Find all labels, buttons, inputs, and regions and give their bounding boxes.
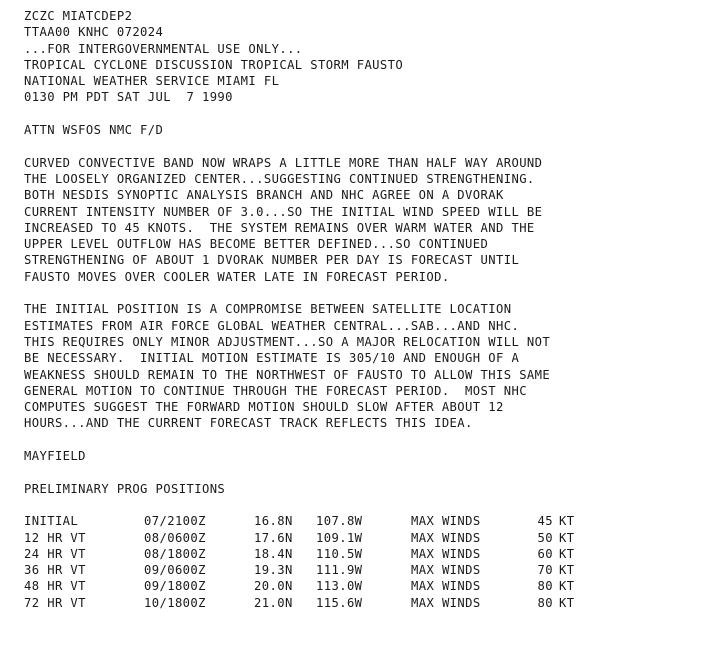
valid-datetime: 07/2100Z: [144, 514, 206, 529]
paragraph-line: HOURS...AND THE CURRENT FORECAST TRACK REFLECTS THIS IDEA.: [24, 416, 473, 431]
paragraph-line: GENERAL MOTION TO CONTINUE THROUGH THE FORECAST PERIOD. MOST NHC: [24, 383, 527, 398]
header-line: TROPICAL CYCLONE DISCUSSION TROPICAL STORM FAUSTO: [24, 57, 404, 72]
wind-unit: KT: [559, 595, 575, 610]
table-row: [24, 513, 589, 529]
max-winds-label: MAX WINDS: [411, 546, 481, 561]
latitude: 21.0N: [254, 595, 293, 610]
header-line: ZCZC MIATCDEP2: [24, 9, 133, 23]
longitude: 111.9W: [316, 563, 363, 578]
header-line: 0130 PM PDT SAT JUL 7 1990: [24, 90, 233, 105]
paragraph-line: THIS REQUIRES ONLY MINOR ADJUSTMENT...SO A MAJOR RELOCATION WILL NOT: [24, 334, 551, 349]
wind-unit: KT: [559, 530, 575, 545]
prog-title: PRELIMINARY PROG POSITIONS: [24, 481, 226, 496]
wind-speed: 70: [537, 563, 553, 578]
paragraph-line: INCREASED TO 45 KNOTS. THE SYSTEM REMAINS OVER WARM WATER AND THE: [24, 220, 535, 235]
attn-line: ATTN WSFOS NMC F/D: [24, 123, 164, 138]
wind-speed: 45: [537, 514, 553, 529]
max-winds-label: MAX WINDS: [411, 530, 481, 545]
longitude: 109.1W: [316, 530, 363, 545]
latitude: 16.8N: [254, 514, 293, 529]
paragraph-line: CURRENT INTENSITY NUMBER OF 3.0...SO THE INITIAL WIND SPEED WILL BE: [24, 204, 543, 219]
paragraph-line: UPPER LEVEL OUTFLOW HAS BECOME BETTER DEFINED...SO CONTINUED: [24, 237, 489, 252]
paragraph-position: [24, 301, 714, 431]
latitude: 19.3N: [254, 563, 293, 578]
forecast-time: INITIAL: [24, 514, 79, 529]
forecaster-signature: MAYFIELD: [24, 449, 86, 464]
paragraph-intensity: [24, 155, 714, 285]
wind-unit: KT: [559, 579, 575, 594]
valid-datetime: 09/0600Z: [144, 563, 206, 578]
header-block: [24, 8, 714, 106]
longitude: 115.6W: [316, 595, 363, 610]
header-line: NATIONAL WEATHER SERVICE MIAMI FL: [24, 74, 280, 89]
longitude: 113.0W: [316, 579, 363, 594]
wind-speed: 80: [537, 579, 553, 594]
forecast-time: 24 HR VT: [24, 546, 86, 561]
wind-speed: 50: [537, 530, 553, 545]
valid-datetime: 08/1800Z: [144, 546, 206, 561]
table-row: [24, 546, 589, 562]
wind-unit: KT: [559, 563, 575, 578]
paragraph-line: ESTIMATES FROM AIR FORCE GLOBAL WEATHER CENTRAL...SAB...AND NHC.: [24, 318, 520, 333]
latitude: 18.4N: [254, 546, 293, 561]
wind-unit: KT: [559, 546, 575, 561]
paragraph-line: WEAKNESS SHOULD REMAIN TO THE NORTHWEST OF FAUSTO TO ALLOW THIS SAME: [24, 367, 551, 382]
max-winds-label: MAX WINDS: [411, 595, 481, 610]
forecast-time: 48 HR VT: [24, 579, 86, 594]
wind-speed: 80: [537, 595, 553, 610]
valid-datetime: 08/0600Z: [144, 530, 206, 545]
header-line: TTAA00 KNHC 072024: [24, 25, 164, 40]
paragraph-line: STRENGTHENING OF ABOUT 1 DVORAK NUMBER PER DAY IS FORECAST UNTIL: [24, 253, 520, 268]
valid-datetime: 10/1800Z: [144, 595, 206, 610]
table-row: [24, 578, 589, 594]
table-row: [24, 595, 589, 611]
latitude: 20.0N: [254, 579, 293, 594]
paragraph-line: CURVED CONVECTIVE BAND NOW WRAPS A LITTLE MORE THAN HALF WAY AROUND: [24, 155, 543, 170]
paragraph-line: FAUSTO MOVES OVER COOLER WATER LATE IN FORECAST PERIOD.: [24, 269, 450, 284]
forecast-time: 36 HR VT: [24, 563, 86, 578]
forecast-time: 72 HR VT: [24, 595, 86, 610]
paragraph-line: THE LOOSELY ORGANIZED CENTER...SUGGESTING CONTINUED STRENGTHENING.: [24, 171, 535, 186]
table-row: [24, 562, 589, 578]
header-line: ...FOR INTERGOVERNMENTAL USE ONLY...: [24, 41, 303, 56]
max-winds-label: MAX WINDS: [411, 563, 481, 578]
max-winds-label: MAX WINDS: [411, 514, 481, 529]
longitude: 110.5W: [316, 546, 363, 561]
forecast-time: 12 HR VT: [24, 530, 86, 545]
latitude: 17.6N: [254, 530, 293, 545]
paragraph-line: THE INITIAL POSITION IS A COMPROMISE BETWEEN SATELLITE LOCATION: [24, 302, 512, 317]
discussion-document: [24, 8, 714, 611]
max-winds-label: MAX WINDS: [411, 579, 481, 594]
wind-speed: 60: [537, 546, 553, 561]
longitude: 107.8W: [316, 514, 363, 529]
paragraph-line: COMPUTES SUGGEST THE FORWARD MOTION SHOULD SLOW AFTER ABOUT 12: [24, 400, 504, 415]
table-row: [24, 530, 589, 546]
prog-positions-table: [24, 513, 589, 611]
paragraph-line: BE NECESSARY. INITIAL MOTION ESTIMATE IS 305/10 AND ENOUGH OF A: [24, 351, 520, 366]
wind-unit: KT: [559, 514, 575, 529]
paragraph-line: BOTH NESDIS SYNOPTIC ANALYSIS BRANCH AND NHC AGREE ON A DVORAK: [24, 188, 504, 203]
valid-datetime: 09/1800Z: [144, 579, 206, 594]
